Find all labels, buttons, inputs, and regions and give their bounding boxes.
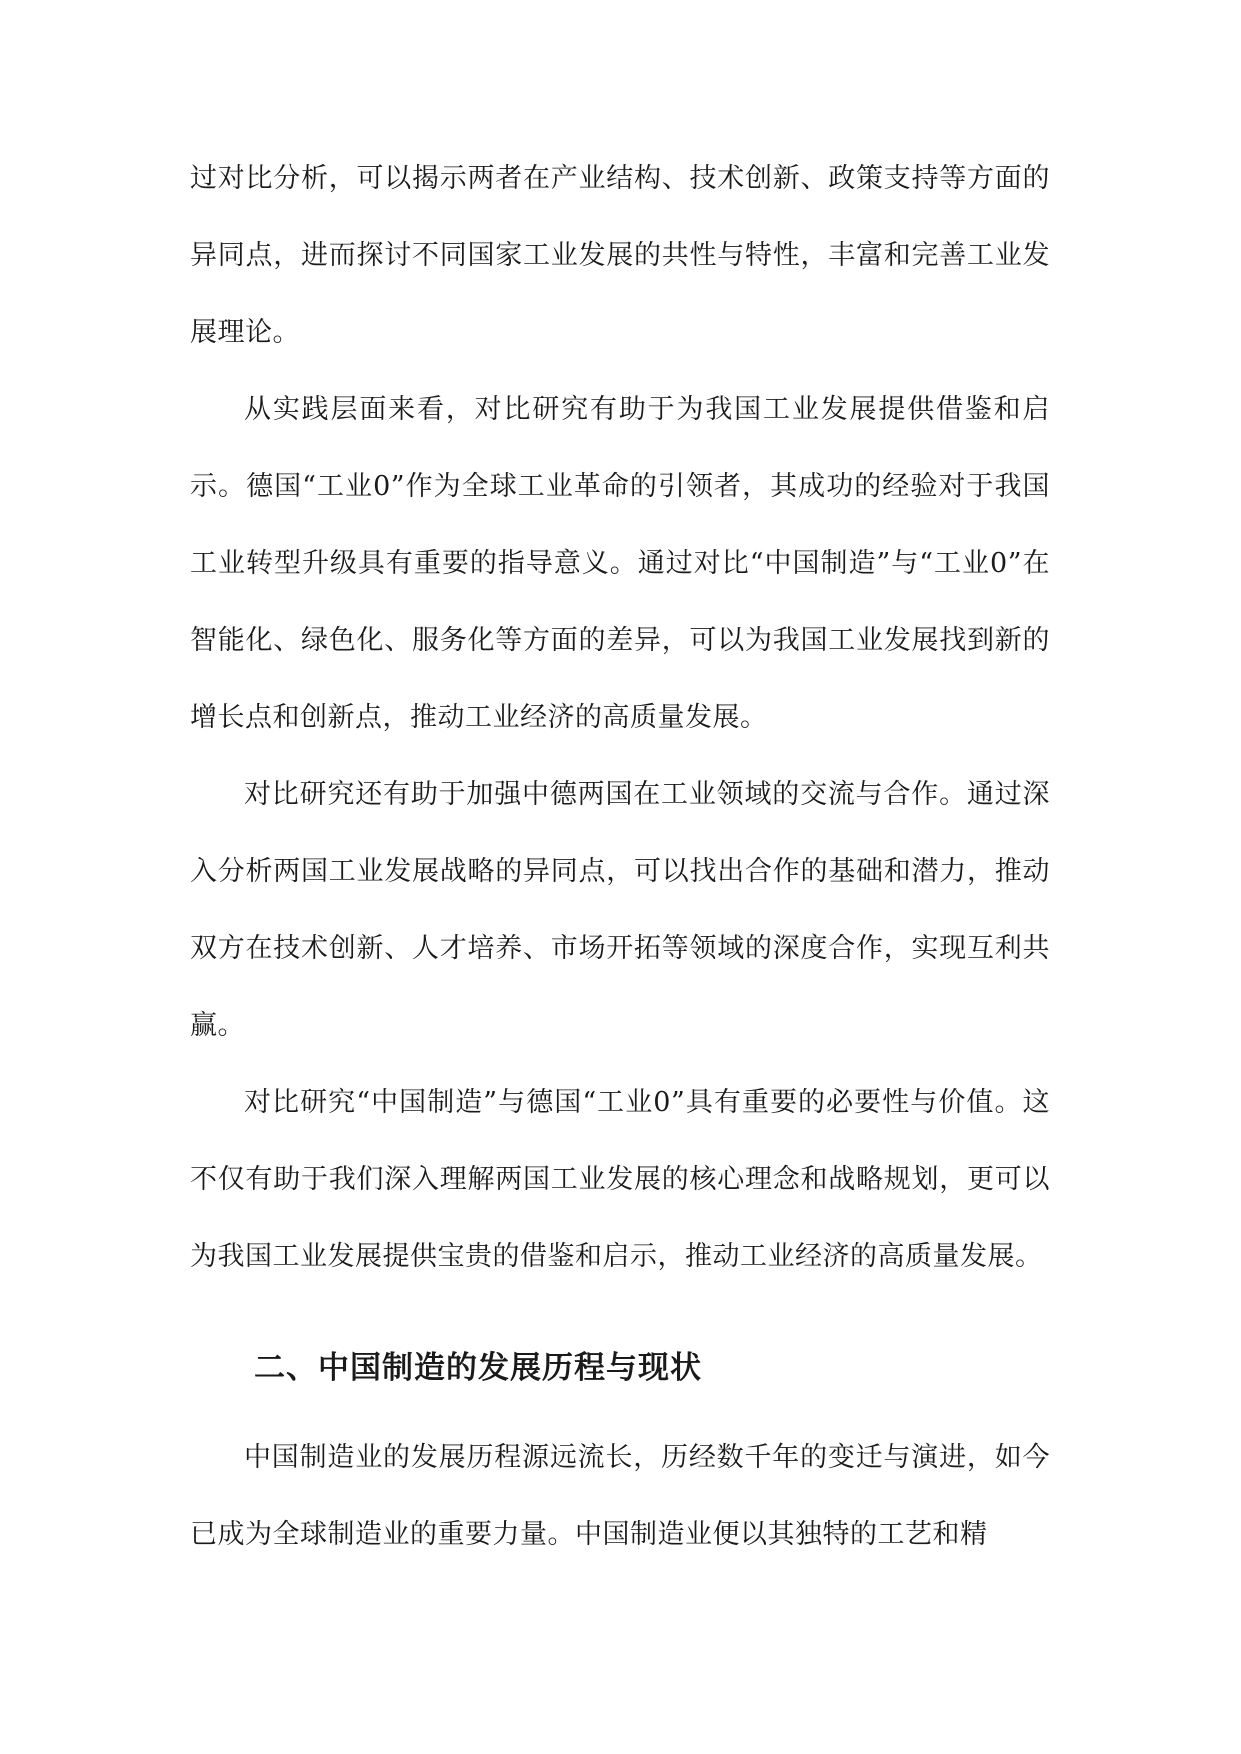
paragraph-conclusion: 对比研究“中国制造”与德国“工业0”具有重要的必要性与价值。这不仅有助于我们深入理解两国工业发展的核心理念和战略规划，更可以为我国工业发展提供宝贵的借鉴和启示，推动工业经济的高质量发展。 xyxy=(190,1087,1050,1272)
paragraph-practical-significance: 从实践层面来看，对比研究有助于为我国工业发展提供借鉴和启示。德国“工业0”作为全球工业革命的引领者，其成功的经验对于我国工业转型升级具有重要的指导意义。通过对比“中国制造”与“工业0”在智能化、绿色化、服务化等方面的差异，可以为我国工业发展找到新的增长点和创新点，推动工业经济的高质量发展。 xyxy=(190,394,1050,733)
paragraph-history-intro: 中国制造业的发展历程源远流长，历经数千年的变迁与演进，如今已成为全球制造业的重要力量。中国制造业便以其独特的工艺和精 xyxy=(190,1442,1050,1550)
section-heading: 二、中国制造的发展历程与现状 xyxy=(254,1350,702,1386)
paragraph-continuation: 过对比分析，可以揭示两者在产业结构、技术创新、政策支持等方面的异同点，进而探讨不同国家工业发展的共性与特性，丰富和完善工业发展理论。 xyxy=(190,163,1050,348)
paragraph-cooperation: 对比研究还有助于加强中德两国在工业领域的交流与合作。通过深入分析两国工业发展战略的异同点，可以找出合作的基础和潜力，推动双方在技术创新、人才培养、市场开拓等领域的深度合作，实现互利共赢。 xyxy=(190,779,1050,1041)
document-body xyxy=(190,140,1050,1573)
